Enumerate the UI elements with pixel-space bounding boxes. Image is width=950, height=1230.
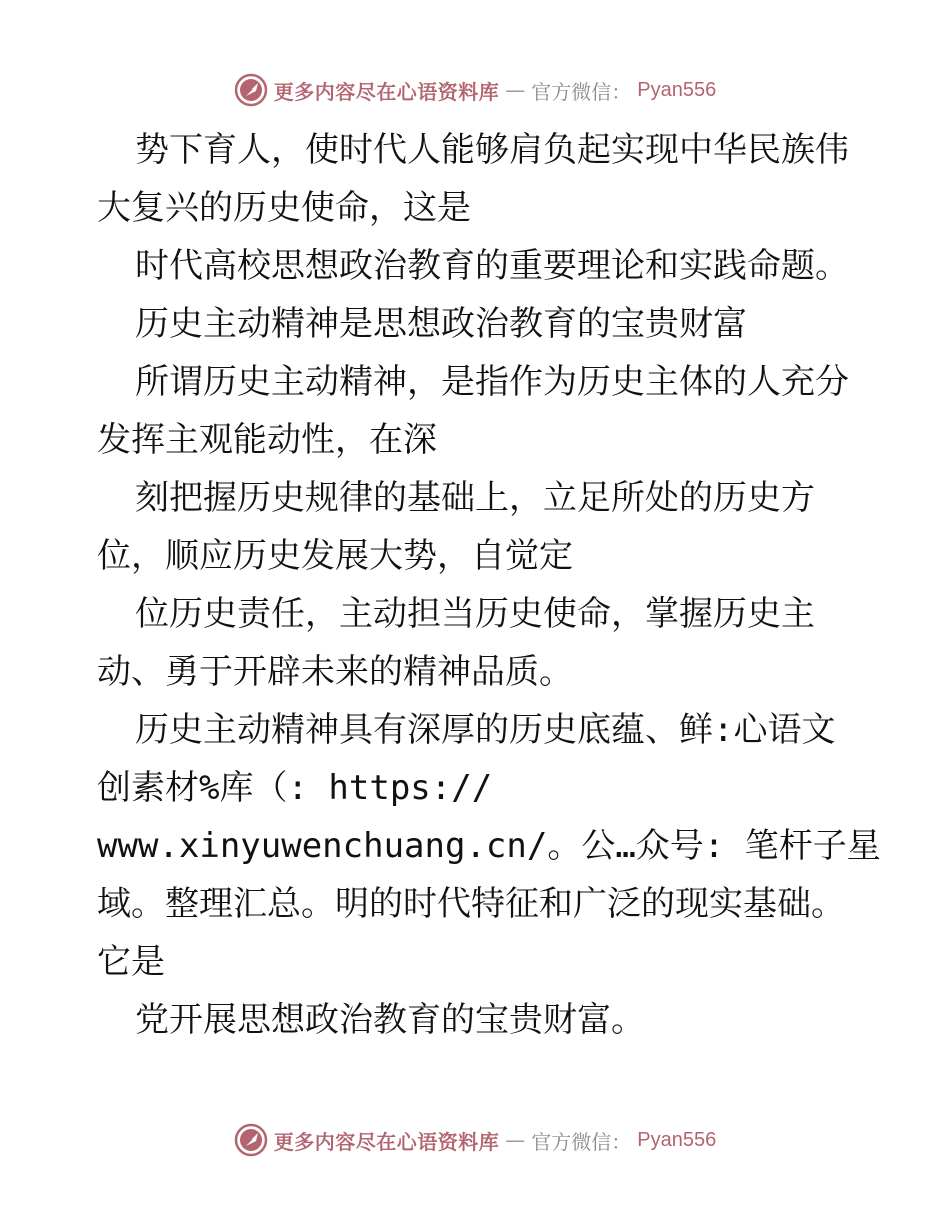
section-heading: 历史主动精神是思想政治教育的宝贵财富 (135, 304, 747, 344)
body-line: 动、勇于开辟未来的精神品质。 (97, 652, 573, 692)
header-wechat-id: Pyan556 (637, 78, 717, 101)
body-line: 党开展思想政治教育的宝贵财富。 (135, 1000, 645, 1040)
footer-separator: — (505, 1128, 526, 1152)
header-watermark (234, 73, 716, 107)
feather-logo-icon (234, 73, 268, 107)
document-body (97, 121, 881, 1049)
page-header (0, 70, 950, 110)
body-line: 时代高校思想政治教育的重要理论和实践命题。 (135, 246, 849, 286)
header-wechat-label: 官方微信： (531, 79, 632, 104)
body-line: 历史主动精神具有深厚的历史底蕴、鲜:心语文 (135, 710, 836, 750)
header-separator: — (505, 78, 526, 102)
header-site-text: 更多内容尽在心语资料库 (273, 79, 500, 104)
footer-wechat-label: 官方微信： (531, 1129, 632, 1154)
footer-site-text: 更多内容尽在心语资料库 (273, 1129, 500, 1154)
body-line: 它是 (97, 942, 165, 982)
body-line: www.xinyuwenchuang.cn/。公…众号: 笔杆子星 (97, 826, 881, 866)
body-line: 发挥主观能动性，在深 (97, 420, 437, 460)
footer-wechat-id: Pyan556 (637, 1128, 717, 1151)
body-line: 域。整理汇总。明的时代特征和广泛的现实基础。 (97, 884, 845, 924)
body-line: 创素材%库（: https:// (97, 768, 493, 808)
body-line: 位历史责任，主动担当历史使命，掌握历史主 (135, 594, 815, 634)
footer-watermark (234, 1123, 716, 1157)
page-footer (0, 1120, 950, 1160)
body-line: 位，顺应历史发展大势，自觉定 (97, 536, 573, 576)
feather-logo-icon (234, 1123, 268, 1157)
body-line: 势下育人，使时代人能够肩负起实现中华民族伟 (135, 130, 849, 170)
body-line: 所谓历史主动精神，是指作为历史主体的人充分 (135, 362, 849, 402)
body-line: 刻把握历史规律的基础上，立足所处的历史方 (135, 478, 815, 518)
body-line: 大复兴的历史使命，这是 (97, 188, 471, 228)
